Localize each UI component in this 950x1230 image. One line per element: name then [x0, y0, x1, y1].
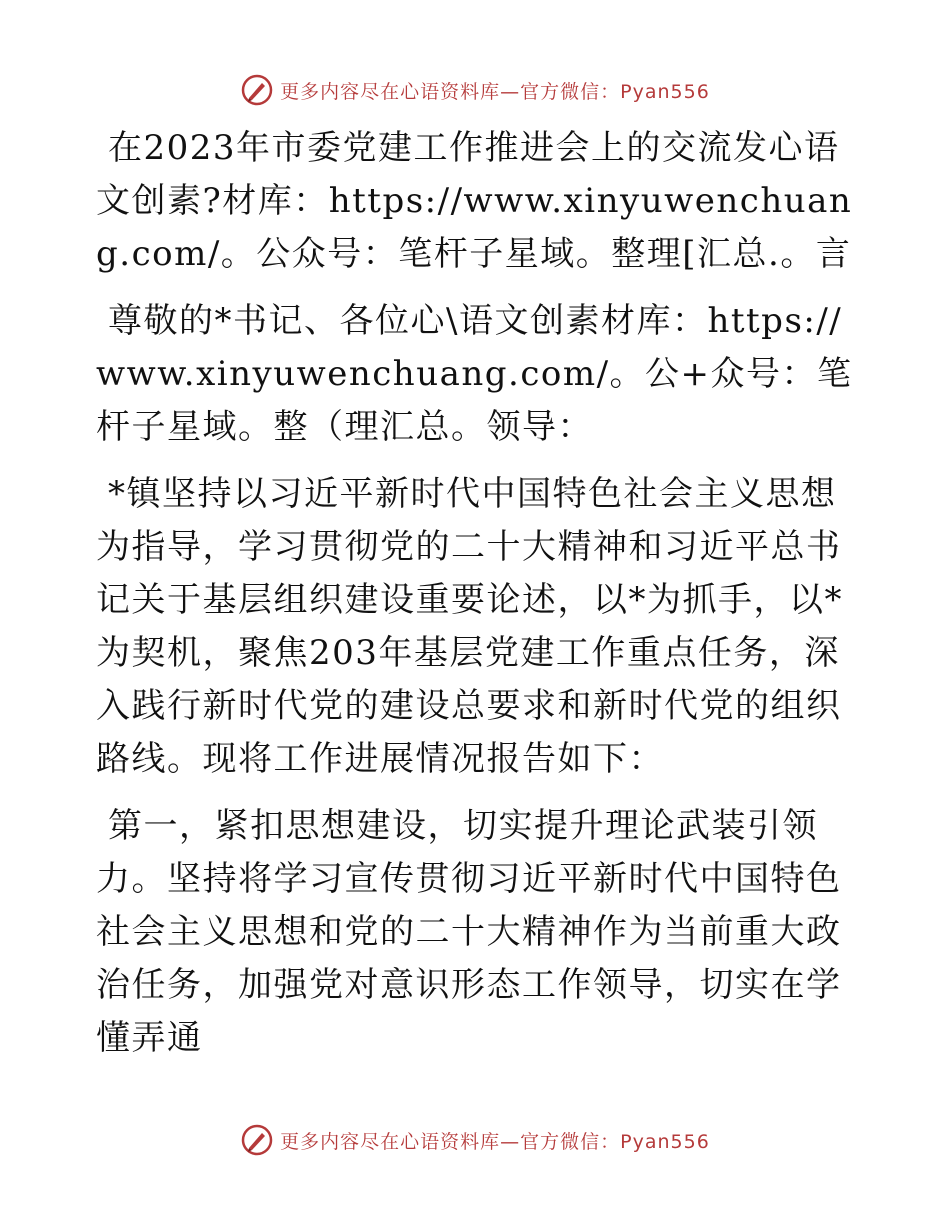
pen-logo-icon [240, 73, 274, 107]
footer-banner [0, 1120, 950, 1160]
paragraph-intro [96, 468, 856, 786]
paragraph-text: 在2023年市委党建工作推进会上的交流发心语文创素?材库：https://www.xinyuwenchuang.com/。公众号：笔杆子星域。整理[汇总.。言 [96, 128, 853, 274]
paragraph-text: 第一，紧扣思想建设，切实提升理论武装引领力。坚持将学习宣传贯彻习近平新时代中国特色社会主义思想和党的二十大精神作为当前重大政治任务，加强党对意识形态工作领导，切实在学懂弄通 [96, 806, 842, 1058]
pen-logo-icon [240, 1123, 274, 1157]
paragraph-salutation [96, 295, 856, 454]
paragraph-title [96, 122, 856, 281]
paragraph-text: 尊敬的*书记、各位心\语文创素材库：https://www.xinyuwenchuang.com/。公+众号：笔杆子星域。整（理汇总。领导： [96, 301, 853, 447]
paragraph-text: *镇坚持以习近平新时代中国特色社会主义思想为指导，学习贯彻党的二十大精神和习近平总书记关于基层组织建设重要论述，以*为抓手，以*为契机，聚焦203年基层党建工作重点任务，深入践行新时代党的建设总要求和新时代党的组织路线。现将工作进展情况报告如下： [96, 474, 843, 779]
header-banner [0, 70, 950, 110]
banner-content [240, 73, 710, 107]
document-body [96, 122, 856, 1079]
banner-text: 更多内容尽在心语资料库—官方微信：Pyan556 [280, 1130, 710, 1153]
paragraph-section-one [96, 800, 856, 1065]
banner-text: 更多内容尽在心语资料库—官方微信：Pyan556 [280, 80, 710, 103]
banner-content [240, 1123, 710, 1157]
